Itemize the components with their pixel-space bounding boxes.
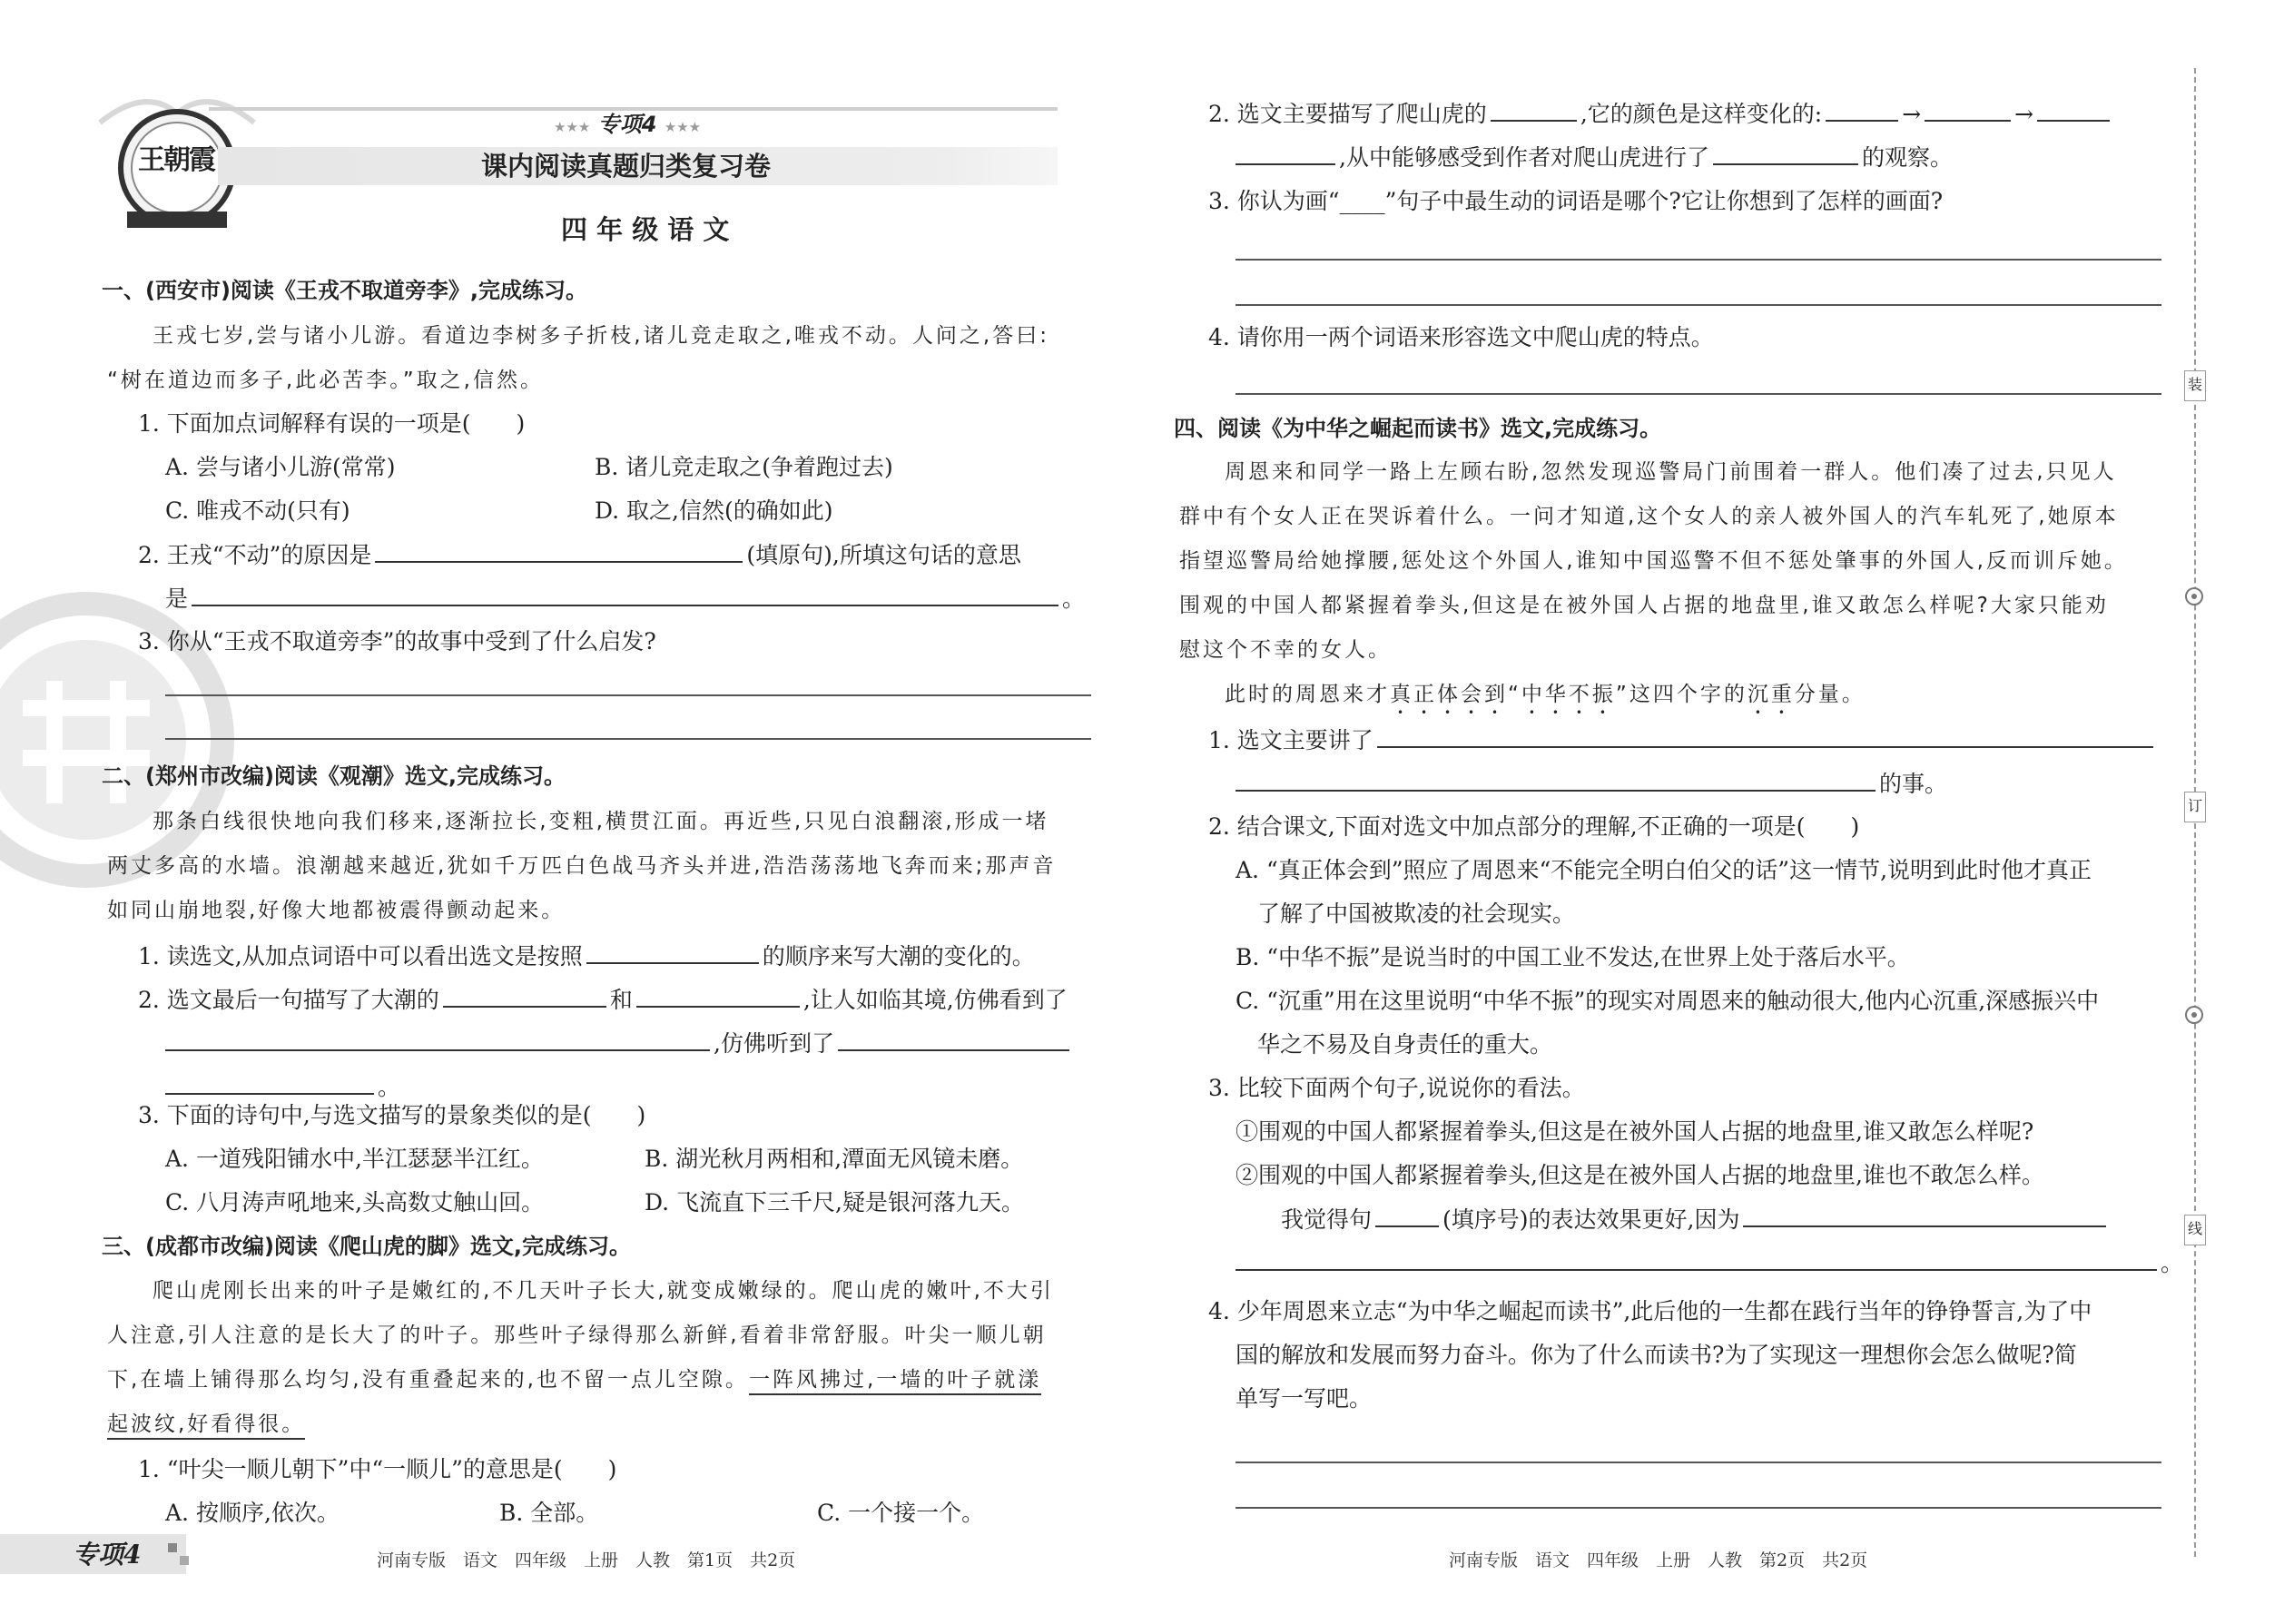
margin-label-ding: 订 bbox=[2184, 792, 2206, 822]
s4-q2-option-b: B. “中华不振”是说当时的中国工业不发达,在世界上处于落后水平。 bbox=[1236, 944, 1910, 970]
s2-q2-blank-5[interactable] bbox=[165, 1071, 374, 1095]
s3-q2-blank-4[interactable] bbox=[2037, 98, 2110, 122]
s1-q1-option-c: C. 唯戎不动(只有) bbox=[165, 497, 350, 524]
s2-q3-option-d: D. 飞流直下三千尺,疑是银河落九天。 bbox=[645, 1189, 1024, 1216]
arrow-right-icon-2: → bbox=[2014, 101, 2034, 127]
right-page bbox=[1147, 0, 2294, 1624]
section-3-underlined-sentence-end: 起波纹,好看得很。 bbox=[107, 1412, 305, 1440]
section-4-passage-line-1: 周恩来和同学一路上左顾右盼,忽然发现巡警局门前围着一群人。他们凑了过去,只见人 bbox=[1225, 460, 2117, 484]
s1-q1-option-a: A. 尝与诸小儿游(常常) bbox=[165, 454, 396, 480]
binding-hole-icon-1 bbox=[2183, 586, 2205, 607]
margin-label-zhuang: 装 bbox=[2184, 370, 2206, 401]
s2-q3-option-b: B. 湖光秋月两相和,潭面无风镜未磨。 bbox=[645, 1146, 1024, 1172]
section-2-heading: 二、(郑州市改编)阅读《观潮》选文,完成练习。 bbox=[102, 763, 566, 789]
s1-q1: 1. 下面加点词解释有误的一项是( ) bbox=[138, 410, 526, 437]
s2-q3: 3. 下面的诗句中,与选文描写的景象类似的是( ) bbox=[138, 1102, 646, 1128]
s4-q4-line-1: 4. 少年周恩来立志“为中华之崛起而读书”,此后他的一生都在践行当年的铮铮誓言,为了中 bbox=[1208, 1298, 2092, 1324]
s4-q3-text-b: (填序号)的表达效果更好,因为 bbox=[1442, 1206, 1740, 1233]
s1-q2-text-b: (填原句),所填这句话的意思 bbox=[746, 542, 1021, 568]
s1-q3-answer-line-1[interactable] bbox=[165, 694, 1091, 696]
s4-q3-blank-1[interactable] bbox=[1375, 1204, 1439, 1227]
s4-q1-cont bbox=[1236, 768, 1947, 800]
right-footer-info: 河南专版 语文 四年级 上册 人教 第2页 共2页 bbox=[1449, 1550, 1868, 1570]
section-4-heading: 四、阅读《为中华之崛起而读书》选文,完成练习。 bbox=[1174, 416, 1662, 441]
s1-q2-text-a: 2. 王戎“不动”的原因是 bbox=[138, 542, 372, 568]
section-1-passage-line-1: 王戎七岁,尝与诸小儿游。看道边李树多子折枝,诸儿竞走取之,唯戎不动。人问之,答曰: bbox=[153, 324, 1049, 348]
s2-q1-text-a: 1. 读选文,从加点词语中可以看出选文是按照 bbox=[138, 943, 583, 969]
s4-q4-answer-line-2[interactable] bbox=[1236, 1507, 2161, 1509]
s4-passage2-c: 这四个字的 bbox=[1629, 683, 1748, 706]
s2-q2 bbox=[138, 984, 1068, 1016]
section-3-passage-line-4 bbox=[107, 1409, 305, 1440]
s3-q3: 3. 你认为画“____”句子中最生动的词语是哪个?它让你想到了怎样的画面? bbox=[1208, 188, 1944, 214]
s4-q3-sentence-2: ②围观的中国人都紧握着拳头,但这是在被外国人占据的地盘里,谁也不敢怎么样。 bbox=[1236, 1162, 2044, 1188]
s2-q3-option-a: A. 一道残阳铺水中,半江瑟瑟半江红。 bbox=[165, 1146, 544, 1172]
s2-q2-end bbox=[165, 1071, 400, 1103]
footer-square-1 bbox=[168, 1543, 177, 1552]
s4-q4-line-3: 单写一写吧。 bbox=[1236, 1385, 1373, 1412]
s4-q1-blank-2[interactable] bbox=[1236, 768, 1876, 792]
s3-q2-blank-2[interactable] bbox=[1826, 98, 1898, 122]
s1-q2-blank-2[interactable] bbox=[192, 583, 1058, 606]
s1-q3: 3. 你从“王戎不取道旁李”的故事中受到了什么启发? bbox=[138, 628, 656, 655]
s2-q2-text-b: 和 bbox=[609, 987, 633, 1013]
s2-q2-text-a: 2. 选文最后一句描写了大潮的 bbox=[138, 987, 439, 1013]
s4-q4-line-2: 国的解放和发展而努力奋斗。你为了什么而读书?为了实现这一理想你会怎么做呢?简 bbox=[1236, 1342, 2077, 1368]
s3-q1-option-a: A. 按顺序,依次。 bbox=[165, 1500, 340, 1526]
s4-passage2-dotted-2: 沉重 bbox=[1747, 683, 1795, 706]
margin-label-xian: 线 bbox=[2184, 1215, 2206, 1245]
section-3-heading: 三、(成都市改编)阅读《爬山虎的脚》选文,完成练习。 bbox=[102, 1234, 632, 1259]
s2-q1 bbox=[138, 940, 1035, 972]
s3-q1-option-b: B. 全部。 bbox=[499, 1500, 599, 1526]
s3-q2-cont bbox=[1236, 142, 1953, 173]
footer-square-2 bbox=[180, 1556, 189, 1565]
section-3-passage-line-1: 爬山虎刚长出来的叶子是嫩红的,不几天叶子长大,就变成嫩绿的。爬山虎的嫩叶,不大引 bbox=[153, 1279, 1054, 1303]
s2-q1-text-b: 的顺序来写大潮的变化的。 bbox=[762, 943, 1035, 969]
s2-q2-blank-4[interactable] bbox=[838, 1028, 1069, 1051]
s4-q3-text-c: 。 bbox=[2161, 1250, 2184, 1276]
section-4-passage-line-2: 群中有个女人正在哭诉着什么。一问才知道,这个女人的亲人被外国人的汽车轧死了,她原本 bbox=[1179, 505, 2119, 528]
binding-hole-icon-2 bbox=[2183, 1004, 2205, 1026]
s3-q4-answer-line[interactable] bbox=[1236, 393, 2161, 395]
s4-q3-answer-cont bbox=[1236, 1247, 2183, 1279]
s4-q2-option-c-line-2: 华之不易及自身责任的重大。 bbox=[1257, 1031, 1553, 1058]
s3-q2-text-a: 2. 选文主要描写了爬山虎的 bbox=[1208, 101, 1487, 127]
section-tag bbox=[554, 109, 701, 143]
s4-q3-blank-3[interactable] bbox=[1236, 1247, 2157, 1271]
s4-passage2-e: 分量。 bbox=[1794, 683, 1866, 706]
section-2-passage-line-2: 两丈多高的水墙。浪潮越来越近,犹如千万匹白色战马齐头并进,浩浩荡荡地飞奔而来;那声音 bbox=[107, 854, 1057, 878]
s4-q3: 3. 比较下面两个句子,说说你的看法。 bbox=[1208, 1075, 1585, 1101]
s4-q3-text-a: 我觉得句 bbox=[1281, 1206, 1373, 1233]
s3-q2-blank-5[interactable] bbox=[1236, 142, 1335, 165]
s4-q3-sentence-1: ①围观的中国人都紧握着拳头,但这是在被外国人占据的地盘里,谁又敢怎么样呢? bbox=[1236, 1118, 2034, 1145]
section-3-passage-line-3a: 下,在墙上铺得那么均匀,没有重叠起来的,也不留一点儿空隙。 bbox=[107, 1368, 749, 1392]
s4-q2-option-a-line-2: 了解了中国被欺凌的社会现实。 bbox=[1257, 901, 1576, 927]
s1-q2-text-d: 。 bbox=[1062, 586, 1086, 612]
s3-q2-blank-3[interactable] bbox=[1925, 98, 2011, 122]
section-3-underlined-sentence: 一阵风拂过,一墙的叶子就漾 bbox=[749, 1368, 1041, 1395]
section-4-passage-line-5: 慰这个不幸的女人。 bbox=[1179, 638, 1392, 662]
s2-q2-blank-1[interactable] bbox=[443, 984, 606, 1008]
s3-q2-text-c: ,从中能够感受到作者对爬山虎进行了 bbox=[1339, 144, 1709, 171]
s1-q2-blank-1[interactable] bbox=[375, 539, 743, 563]
left-footer-info: 河南专版 语文 四年级 上册 人教 第1页 共2页 bbox=[377, 1550, 796, 1570]
section-4-passage-line-3: 指望巡警局给她撑腰,惩处这个外国人,谁知中国巡警不但不惩处肇事的外国人,反而训斥她。 bbox=[1179, 549, 2128, 573]
s4-passage2-a: 此时的周恩来才 bbox=[1225, 683, 1390, 706]
s4-q2-option-a-line-1: A. “真正体会到”照应了周恩来“不能完全明白伯父的话”这一情节,说明到此时他才真正 bbox=[1236, 857, 2092, 883]
s3-q2-blank-6[interactable] bbox=[1713, 142, 1858, 165]
s4-q1-text-a: 1. 选文主要讲了 bbox=[1208, 727, 1373, 753]
s1-q3-answer-line-2[interactable] bbox=[165, 738, 1091, 740]
s1-q1-option-b: B. 诸儿竞走取之(争着跑过去) bbox=[595, 454, 893, 480]
s3-q2-text-d: 的观察。 bbox=[1861, 144, 1953, 171]
section-1-heading: 一、(西安市)阅读《王戎不取道旁李》,完成练习。 bbox=[102, 278, 588, 303]
s3-q2 bbox=[1208, 98, 2113, 130]
s2-q3-option-c: C. 八月涛声吼地来,头高数丈触山回。 bbox=[165, 1189, 545, 1216]
s4-q2-option-c-line-1: C. “沉重”用在这里说明“中华不振”的现实对周恩来的触动很大,他内心沉重,深感振兴中 bbox=[1236, 988, 2100, 1014]
s3-q2-text-b: ,它的颜色是这样变化的: bbox=[1580, 101, 1823, 127]
section-4-passage-line-6 bbox=[1225, 679, 1866, 719]
s2-q2-text-c: ,让人如临其境,仿佛看到了 bbox=[802, 987, 1068, 1013]
s4-q1-text-b: 的事。 bbox=[1879, 771, 1948, 797]
s2-q2-text-e: 。 bbox=[378, 1074, 401, 1100]
s4-passage2-dotted-1: 真正体会到“中华不振” bbox=[1390, 683, 1629, 706]
section-2-passage-line-1: 那条白线很快地向我们移来,逐渐拉长,变粗,横贯江面。再近些,只见白浪翻滚,形成一堵 bbox=[153, 810, 1049, 833]
stars-left: ★★★ bbox=[554, 119, 591, 135]
logo-text: 王朝霞 bbox=[138, 144, 214, 176]
s4-q3-answer bbox=[1281, 1204, 2110, 1235]
s1-q2-cont bbox=[165, 583, 1085, 615]
exam-title: 课内阅读真题归类复习卷 bbox=[481, 151, 772, 182]
section-1-passage-line-2: “树在道边而多子,此必苦李。”取之,信然。 bbox=[107, 369, 544, 392]
s2-q2-blank-2[interactable] bbox=[636, 984, 800, 1008]
s3-q3-answer-line-2[interactable] bbox=[1236, 304, 2161, 306]
s3-q4: 4. 请你用一两个词语来形容选文中爬山虎的特点。 bbox=[1208, 324, 1714, 350]
s1-q2-text-c: 是 bbox=[165, 586, 189, 612]
s2-q1-blank[interactable] bbox=[586, 940, 759, 964]
s2-q2-text-d: ,仿佛听到了 bbox=[714, 1030, 834, 1057]
s4-q4-answer-line-1[interactable] bbox=[1236, 1462, 2161, 1463]
footer-tag: 专项4 bbox=[73, 1540, 142, 1570]
s3-q3-answer-line-1[interactable] bbox=[1236, 259, 2161, 261]
stars-right: ★★★ bbox=[664, 119, 702, 135]
s1-q1-option-d: D. 取之,信然(的确如此) bbox=[595, 497, 833, 524]
arrow-right-icon: → bbox=[1902, 101, 1922, 127]
s4-q3-blank-2[interactable] bbox=[1743, 1204, 2106, 1227]
s2-q2-blank-3[interactable] bbox=[165, 1028, 710, 1051]
tag-label: 专项4 bbox=[597, 112, 657, 137]
exam-subtitle: 四 年 级 语 文 bbox=[561, 214, 730, 245]
s2-q2-cont bbox=[165, 1028, 1073, 1059]
s4-q2: 2. 结合课文,下面对选文中加点部分的理解,不正确的一项是( ) bbox=[1208, 813, 1860, 840]
s3-q1: 1. “叶尖一顺儿朝下”中“一顺儿”的意思是( ) bbox=[138, 1456, 617, 1482]
s4-q1-blank-1[interactable] bbox=[1377, 724, 2153, 748]
section-4-passage-line-4: 围观的中国人都紧握着拳头,但这是在被外国人占据的地盘里,谁又敢怎么样呢?大家只能劝 bbox=[1179, 594, 2109, 617]
s4-q1 bbox=[1208, 724, 2157, 756]
section-3-passage-line-3 bbox=[107, 1364, 1041, 1395]
section-3-passage-line-2: 人注意,引人注意的是长大了的叶子。那些叶子绿得那么新鲜,看着非常舒服。叶尖一顺儿朝 bbox=[107, 1324, 1047, 1347]
section-2-passage-line-3: 如同山崩地裂,好像大地都被震得颤动起来。 bbox=[107, 899, 566, 922]
s1-q2 bbox=[138, 539, 1021, 571]
s3-q2-blank-1[interactable] bbox=[1491, 98, 1577, 122]
s3-q1-option-c: C. 一个接一个。 bbox=[817, 1500, 985, 1526]
